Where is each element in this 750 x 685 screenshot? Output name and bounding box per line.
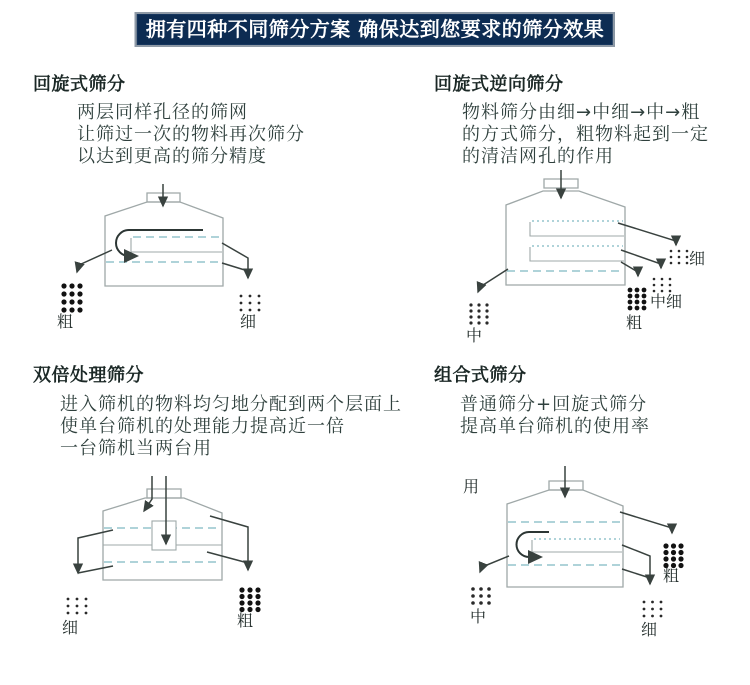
- desc-line: 使单台筛机的处理能力提高近一倍: [60, 416, 345, 437]
- inlet-port: [549, 481, 583, 490]
- section-title-double: 双倍处理筛分: [33, 365, 144, 386]
- label-fine: 细: [240, 312, 257, 331]
- desc-line: 的清洁网孔的作用: [462, 146, 614, 167]
- outlet-arrow-coarse: [77, 250, 112, 272]
- diagram-combo-screening: [458, 458, 700, 643]
- label-fine: 细: [62, 618, 79, 637]
- section-title-cyclic: 回旋式筛分: [33, 74, 126, 95]
- screen-deck-frame: [532, 540, 622, 552]
- inlet-arrow-upper-deck: [144, 476, 152, 511]
- outlet-arrow-fine: [618, 223, 676, 245]
- desc-line: 的方式筛分，粗物料起到一定: [462, 124, 709, 145]
- label-coarse: 粗: [57, 312, 74, 331]
- diagram-cyclic-screening: [40, 178, 290, 335]
- diagram-reverse-screening: [455, 163, 750, 345]
- outlet-arrow-mid: [478, 269, 508, 292]
- screen-deck-frame-1: [530, 222, 624, 236]
- stray-char: 用: [463, 477, 480, 496]
- outlet-arrow-coarse: [621, 262, 638, 276]
- outlet-line-fine: [222, 263, 248, 271]
- outlet-line-fine: [622, 569, 650, 578]
- fine-dots: [670, 250, 689, 265]
- label-coarse: 粗: [237, 611, 254, 630]
- desc-line: 普通筛分+回旋式筛分: [460, 394, 648, 415]
- outlet-arrow-coarse: [620, 512, 672, 533]
- label-coarse: 粗: [663, 566, 680, 585]
- desc-line: 物料筛分由细→中细→中→粗: [462, 102, 701, 123]
- section-desc-combo: [460, 394, 650, 438]
- label-fine: 细: [689, 249, 706, 268]
- section-desc-double: [60, 394, 402, 460]
- midfine-dots: [653, 278, 672, 293]
- outlet-line-fine: [78, 566, 113, 573]
- banner-title: 拥有四种不同筛分方案 确保达到您要求的筛分效果: [135, 12, 615, 47]
- diagram-double-screening: [55, 463, 275, 640]
- desc-line: 两层同样孔径的筛网: [77, 102, 248, 123]
- mid-dots: [469, 303, 488, 324]
- desc-line: 让筛过一次的物料再次筛分: [77, 124, 305, 145]
- label-mid: 中: [470, 607, 487, 626]
- coarse-dots: [663, 543, 683, 568]
- label-fine: 细: [641, 620, 658, 639]
- outlet-arrow-fine: [222, 243, 248, 278]
- mid-dots: [471, 587, 491, 605]
- fine-dots: [67, 598, 88, 615]
- outlet-arrow-mid: [480, 556, 509, 572]
- center-feed-box: [152, 521, 176, 550]
- section-desc-reverse: [462, 102, 709, 168]
- machine-body: [105, 202, 223, 286]
- desc-line: 进入筛机的物料均匀地分配到两个层面上: [60, 394, 402, 415]
- desc-line: 以达到更高的筛分精度: [77, 146, 267, 167]
- outlet-arrow-fine: [622, 545, 650, 584]
- label-coarse: 粗: [626, 313, 643, 332]
- screen-deck-frame: [131, 238, 222, 252]
- section-title-combo: 组合式筛分: [434, 365, 527, 386]
- section-title-reverse: 回旋式逆向筛分: [434, 74, 564, 95]
- desc-line: 提高单台筛机的使用率: [460, 416, 650, 437]
- label-mid: 中: [466, 326, 483, 345]
- section-desc-cyclic: [77, 102, 305, 168]
- u-turn-arrow: [517, 532, 550, 557]
- desc-line: 一台筛机当两台用: [60, 438, 212, 459]
- fine-dots: [643, 601, 663, 618]
- fine-dots: [240, 295, 261, 312]
- coarse-dots: [61, 283, 82, 312]
- screen-deck-frame-2: [530, 247, 624, 261]
- coarse-dots: [628, 288, 647, 311]
- label-midfine: 中细: [650, 292, 683, 311]
- coarse-dots: [239, 587, 260, 612]
